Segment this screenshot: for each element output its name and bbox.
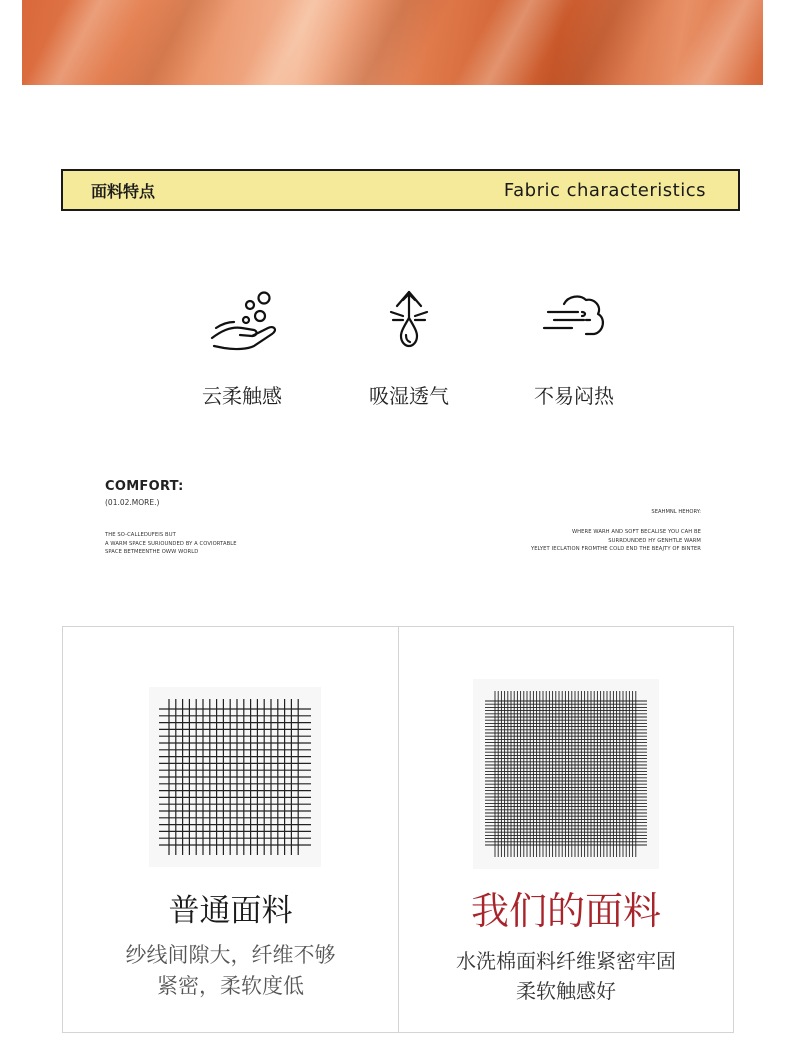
banner-title-en: Fabric characteristics <box>503 179 706 201</box>
desc-line: 柔软触感好 <box>516 979 616 1003</box>
comfort-subtitle: (01.02.MORE.) <box>105 498 160 507</box>
comfort-title: COMFORT: <box>105 479 184 494</box>
our-fabric-title: 我们的面料 <box>470 889 661 933</box>
desc-line: 水洗棉面料纤维紧密牢固 <box>456 949 676 973</box>
comfort-right-text <box>531 528 701 554</box>
loose-weave-grid <box>149 687 321 867</box>
feature-label: 云柔触感 <box>202 384 282 408</box>
ordinary-fabric-desc <box>63 940 398 1002</box>
comfort-right-heading: SEAHMNL HEHORY: <box>651 509 701 515</box>
banner-title-cn: 面料特点 <box>91 181 156 201</box>
wind-cloud-icon <box>534 288 614 352</box>
desc-line: 紧密，柔软度低 <box>157 974 304 998</box>
text-line: SURRDUNDED HY GENHTLE WARM <box>608 537 701 544</box>
text-line: THE SO-CALLEDUFEIS BUT <box>105 532 176 538</box>
ordinary-fabric-panel <box>63 627 398 1032</box>
feature-breathable <box>329 288 489 409</box>
our-fabric-desc <box>399 946 733 1006</box>
fabric-photo <box>22 0 763 85</box>
feature-label: 不易闷热 <box>534 384 614 408</box>
our-fabric-panel <box>398 627 733 1032</box>
hand-bubbles-icon <box>202 288 282 352</box>
text-line: YELYET IECLATION FROMTHE COLD END THE BEAJTY OF BINTER <box>530 546 701 552</box>
dense-weave-grid <box>473 679 659 869</box>
ordinary-fabric-title: 普通面料 <box>168 893 293 929</box>
text-line: WHERE WARH AND SOFT BECALISE YOU CAH BE <box>571 529 701 535</box>
moisture-drop-icon <box>369 288 449 352</box>
feature-soft-touch <box>162 288 322 409</box>
feature-not-stuffy <box>494 288 654 409</box>
section-banner <box>61 169 740 211</box>
feature-label: 吸湿透气 <box>369 384 449 408</box>
text-line: SPACE BETMEENTHE OWW WORLD <box>105 549 199 555</box>
comfort-left-text <box>105 531 237 557</box>
fabric-comparison <box>62 626 734 1033</box>
desc-line: 纱线间隙大，纤维不够 <box>125 943 336 967</box>
text-line: A WARM SPACE SURIOUNDED BY A COVIORTABLE <box>105 540 237 547</box>
